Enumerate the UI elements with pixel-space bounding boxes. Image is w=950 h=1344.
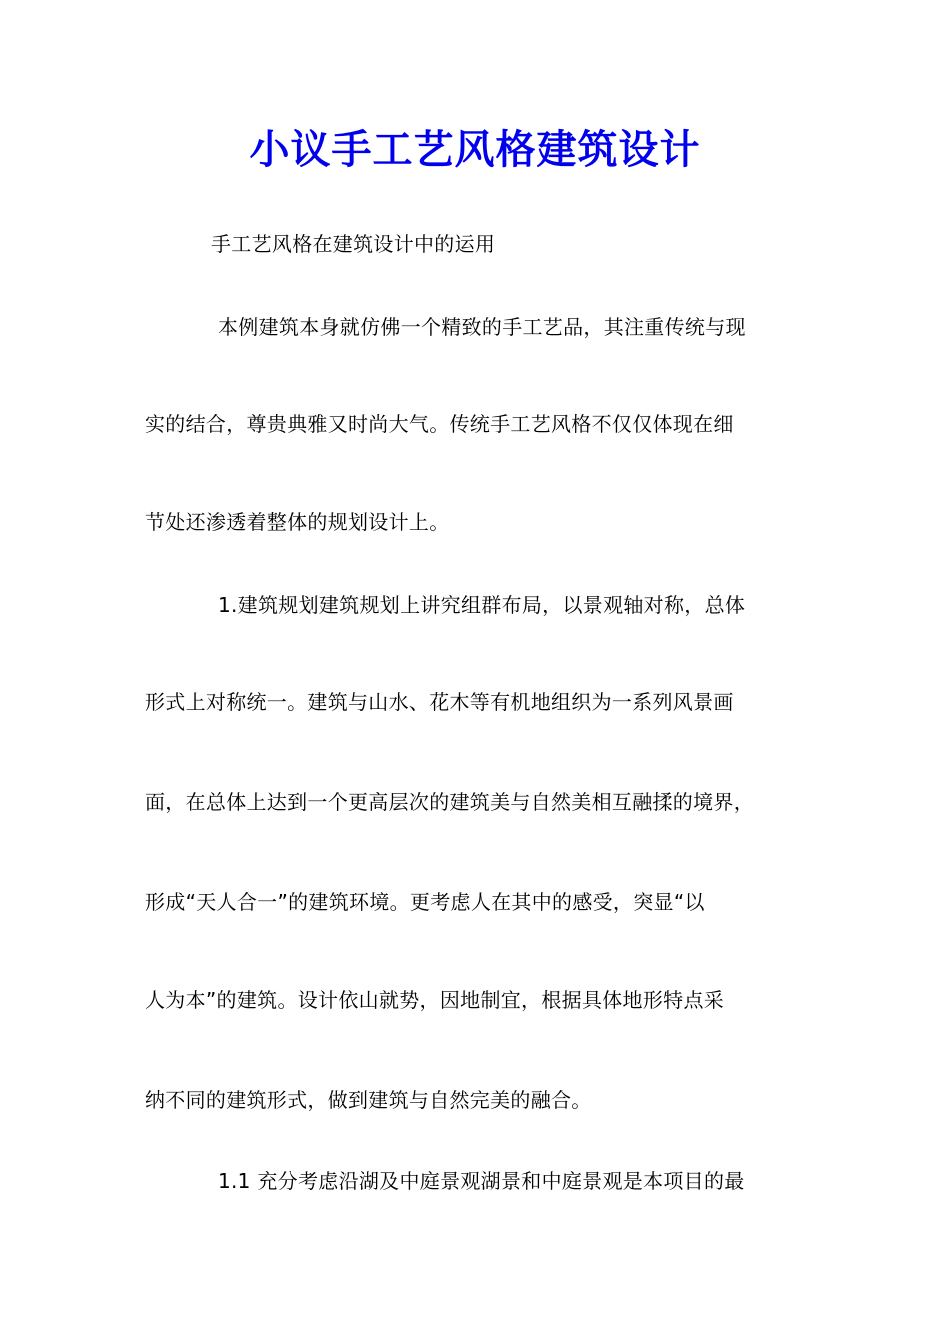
paragraph-line: 人为本”的建筑。设计依山就势，因地制宜，根据具体地形特点采 xyxy=(145,988,725,1012)
paragraph-line: 形式上对称统一。建筑与山水、花木等有机地组织为一系列风景画 xyxy=(145,690,734,714)
paragraph-line: 实的结合，尊贵典雅又时尚大气。传统手工艺风格不仅仅体现在细 xyxy=(145,412,734,436)
paragraph-line: 1.建筑规划建筑规划上讲究组群布局，以景观轴对称，总体 xyxy=(218,593,746,617)
document-title: 小议手工艺风格建筑设计 xyxy=(249,126,701,173)
paragraph-line: 节处还渗透着整体的规划设计上。 xyxy=(145,510,450,534)
paragraph-line: 1.1 充分考虑沿湖及中庭景观湖景和中庭景观是本项目的最 xyxy=(218,1169,745,1193)
paragraph-line: 纳不同的建筑形式，做到建筑与自然完美的融合。 xyxy=(145,1088,592,1112)
subheading-line: 手工艺风格在建筑设计中的运用 xyxy=(211,232,496,256)
paragraph-line: 形成“天人合一”的建筑环境。更考虑人在其中的感受，突显“以 xyxy=(145,890,705,914)
paragraph-line: 面，在总体上达到一个更高层次的建筑美与自然美相互融揉的境界， xyxy=(145,790,754,814)
paragraph-line: 本例建筑本身就仿佛一个精致的手工艺品，其注重传统与现 xyxy=(218,315,746,339)
